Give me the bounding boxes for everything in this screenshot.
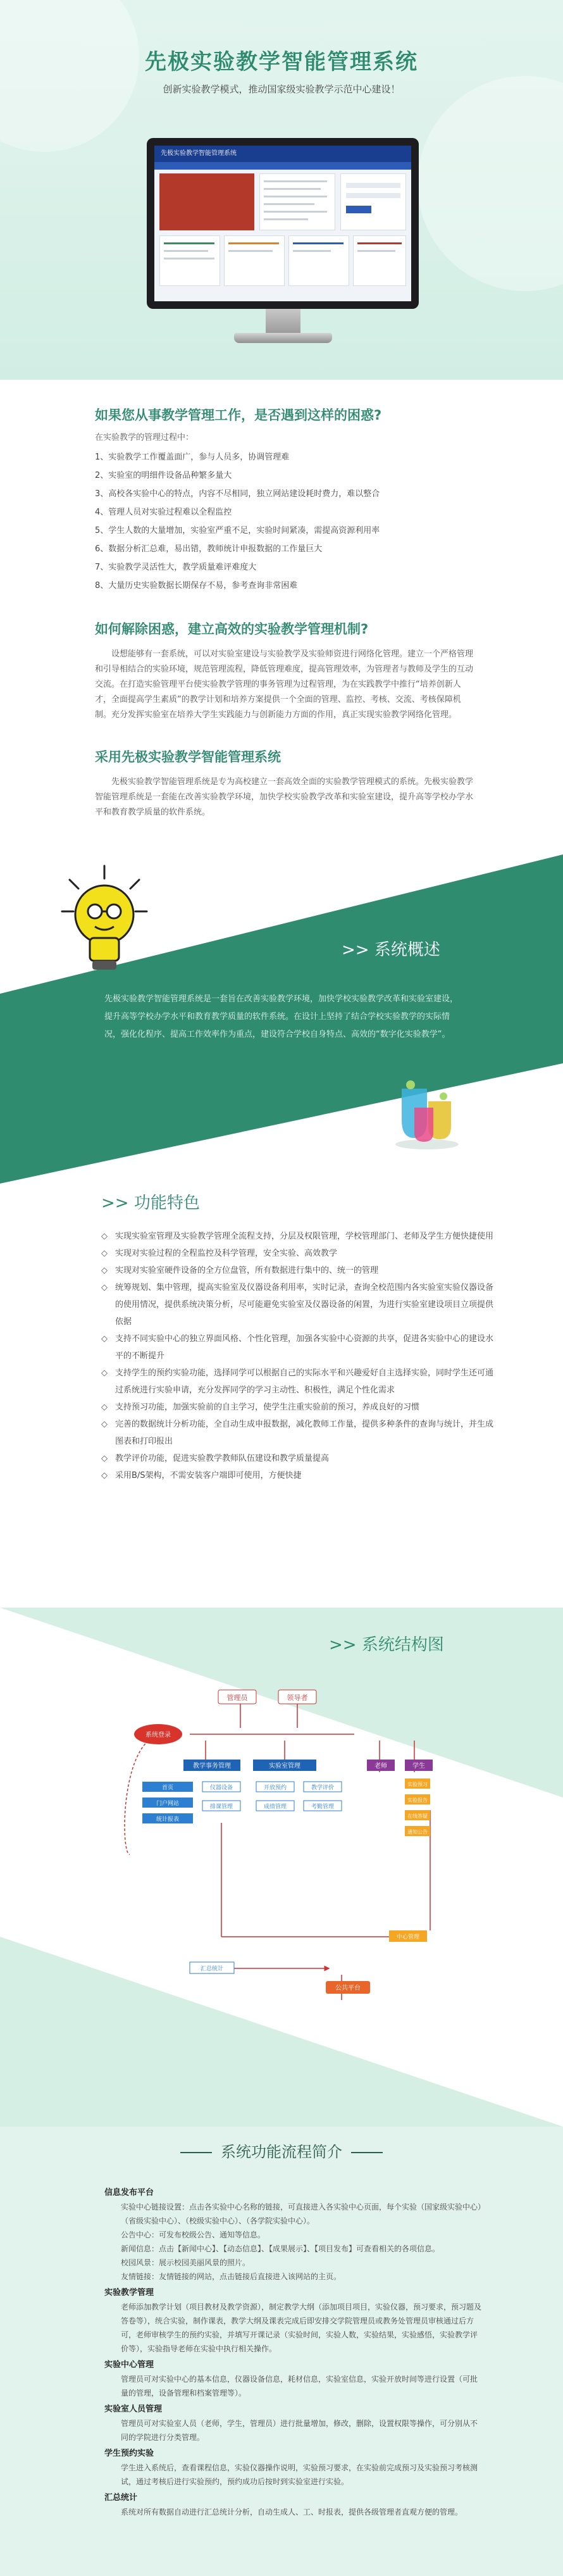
screen-tile <box>353 235 406 286</box>
flow-paragraph: 校园风景：展示校园美丽风景的照片。 <box>121 2258 251 2267</box>
list-item: ◇ 支持学生的预约实验功能，选择同学可以根据自己的实际水平和兴趣爱好自主选择实验，同时学生还可通过系统进行实验申请，充分发挥同学的学习主动性、积极性，满足个性化需求 <box>101 1365 493 1399</box>
flow-paragraph: 管理员可对实验中心的基本信息，仪器设备信息，耗材信息，实验室信息，实验开放时间等进行设置（可批量的管理，设备管理和档案管理等）。 <box>121 2375 478 2398</box>
teaching-mgmt-label: 教学事务管理 <box>193 1763 231 1770</box>
flow-paragraph: 系统对所有数据自动进行汇总统计分析，自动生成人、工、时报表，提供各级管理者直观方便的管理。 <box>121 2508 463 2517</box>
flow-paragraph: 管理员可对实验室人员（老师，学生，管理员）进行批量增加，修改，删除，设置权限等操作，可分别从不同的学院进行分类管理。 <box>121 2419 478 2442</box>
flow-paragraph: 公告中心：可发布校级公告、通知等信息。 <box>121 2230 266 2239</box>
teacher-label: 老师 <box>374 1763 387 1770</box>
structure-title: >> 系统结构图 <box>329 1635 444 1654</box>
problems-title: 如果您从事教学管理工作，是否遇到这样的困惑? <box>95 408 382 423</box>
solve-text: 设想能够有一套系统，可以对实验室建设与实验教学及实验师资进行网络化管理。建立一个严格管理和引导相结合的实验环境，规范管理流程，降低管理难度，提高管理效率，为管理者与教师及学生的互动交流。在打造实验管理平台使实验教学管理的事务管理为过程管理，为在实践教学中推行“培养创新人才，全面提高学生素质”的教学计划和培养方案提供一个全面的管理、监控、考核、交流、考核保障机制。充分发挥实验室在培养大学生实践能力与创新能力方面的作用，真正实现实验教学网络化管理。 <box>95 649 474 720</box>
flow-paragraph: 学生进入系统后，查看课程信息，实验仪器操作说明，实验预习要求，在实验前完成预习及实验预习考核测试，通过考核后进行实验预约，预约成功后按时到实验室进行实验。 <box>121 2463 478 2486</box>
structure-section <box>0 1608 563 2127</box>
overview-title: >> 系统概述 <box>342 941 440 960</box>
lightbulb-icon <box>57 861 152 981</box>
list-item: ◇ 支持预习功能，加强实验前的自主学习，使学生注重实验前的预习，养成良好的习惯 <box>101 1399 493 1416</box>
device-label: 仪器设备 <box>209 1785 233 1791</box>
problems-section <box>95 405 474 595</box>
student-label: 学生 <box>412 1763 425 1770</box>
list-item: 2、实验室的明细件设备品种繁多量大 <box>95 471 232 480</box>
hero-decor-circle <box>0 0 139 152</box>
list-item: ◇ 采用B/S架构，不需安装客户端即可使用，方便快捷 <box>101 1467 493 1484</box>
list-item: 1、实验教学工作覆盖面广，参与人员多，协调管理难 <box>95 453 290 462</box>
overview-text: 先极实验教学智能管理系统是一套旨在改善实验教学环境，加快学校实验教学改革和实验室建设，提升高等学校办学水平和教育教学质量的软件系统。在设计上坚持了结合学校实验教学的实际情况，强化化程序、提高工作效率作为重点，建设符合学校自身特点、高效的“数字化实验教学”。 <box>104 994 459 1039</box>
prepare-label: 实验预习 <box>407 1782 428 1787</box>
flow-heading: 实验教学管理 <box>104 2288 154 2298</box>
booking-label: 开放预约 <box>263 1785 287 1791</box>
screen-login-block <box>340 173 406 230</box>
notice-label: 通知公告 <box>407 1829 428 1835</box>
flow-title-row <box>0 2139 563 2161</box>
features-title: >> 功能特色 <box>101 1194 200 1213</box>
flow-section <box>0 2127 563 2576</box>
solve-title: 如何解除困惑，建立高效的实验教学管理机制? <box>95 622 369 637</box>
flow-heading: 学生预约实验 <box>104 2449 154 2458</box>
flow-body <box>104 2184 484 2519</box>
summary-label: 汇总统计 <box>200 1966 224 1972</box>
list-item: ◇ 实现实验室管理及实验教学管理全流程支持，分层及权限管理，学校管理部门、老师及学生方便快捷使用 <box>101 1228 493 1245</box>
monitor-stand <box>266 309 300 334</box>
admin-label: 管理员 <box>226 1694 248 1702</box>
list-item: 3、高校各实验中心的特点，内容不尽相同，独立网站建设耗时费力，难以整合 <box>95 489 380 499</box>
monitor-base <box>234 333 332 343</box>
overview-band <box>0 854 563 1184</box>
list-item: ◇ 支持不同实验中心的独立界面风格、个性化管理，加强各实验中心资源的共享，促进各实验中心的建设水平的不断提升 <box>101 1330 493 1365</box>
problems-list <box>95 448 474 595</box>
flow-paragraph: 老师添加教学计划（项目教材及教学资源），制定教学大纲（添加项目项目，实验仪器，预习要求，预习题及答卷等），统合实验，制作课表，教学大纲及课表完成后即安排交学院管理员或教务处管理员审核通过后方可，老师审核学生的预约实验，并填写开课记录（实验时间，实验人数，实验结果，实验感悟，实验教学评价等），实验指导老师在实验中执行相关操作。 <box>121 2303 482 2353</box>
screen-tile <box>288 235 349 286</box>
list-item: 4、管理人员对实验过程难以全程监控 <box>95 508 232 517</box>
flow-heading: 实验室人员管理 <box>104 2404 163 2414</box>
home-label: 首页 <box>161 1785 174 1791</box>
report-label: 统计报表 <box>156 1816 180 1823</box>
flow-heading: 实验中心管理 <box>104 2360 154 2370</box>
screen-tile <box>224 235 285 286</box>
screen-news-block <box>259 173 335 230</box>
monitor-illustration <box>147 138 419 309</box>
flow-heading: 信息发布平台 <box>104 2188 154 2198</box>
screen-tile <box>159 235 220 286</box>
hero-banner <box>0 0 563 380</box>
flow-title: 系统功能流程简介 <box>221 2143 342 2161</box>
flow-paragraph: 友情链接：友情链接的网站，点击链接后直接进入该网站的主页。 <box>121 2272 342 2281</box>
flow-paragraph: 新闻信息：点击【新闻中心】、【动态信息】、【成果展示】、【项目发布】可查看相关的各项信息。 <box>121 2244 440 2253</box>
problems-intro: 在实验教学的管理过程中： <box>95 433 194 442</box>
report2-label: 实验报告 <box>407 1798 428 1803</box>
portal-label: 门户网站 <box>156 1801 180 1807</box>
center-mgmt-label: 中心管理 <box>396 1934 420 1941</box>
screen-banner-image <box>159 173 254 230</box>
flow-heading: 汇总统计 <box>104 2493 138 2503</box>
adopt-title: 采用先极实验教学智能管理系统 <box>95 749 281 765</box>
list-item: ◇ 统筹规划、集中管理，提高实验室及仪器设备利用率，实时记录，查询全校范围内各实验室实验仪器设备的使用情况，提供系统决策分析，尽可能避免实验室及仪器设备的闲置，为进行实验室建设项目立项提供依据 <box>101 1279 493 1330</box>
list-item: 7、实验教学灵活性大，教学质量难评难度大 <box>95 563 257 572</box>
lab-mgmt-label: 实验室管理 <box>269 1763 300 1770</box>
leader-label: 领导者 <box>287 1694 308 1702</box>
eval-label: 教学评价 <box>311 1785 335 1791</box>
hero-decor-circle <box>418 76 563 291</box>
screen-title-bar: 先极实验教学智能管理系统 <box>154 146 411 162</box>
monitor-screen <box>154 146 411 301</box>
list-item: 5、学生人数的大量增加，实验室严重不足，实验时间紧凑，需提高资源利用率 <box>95 526 380 535</box>
online-label: 在线答疑 <box>407 1813 428 1819</box>
list-item: 6、数据分析汇总难，易出错，教师统计申报数据的工作量巨大 <box>95 544 323 554</box>
title-dash <box>351 2152 383 2153</box>
login-label: 系统登录 <box>145 1732 171 1739</box>
check-label: 考勤管理 <box>311 1804 335 1810</box>
public-platform-label: 公共平台 <box>335 1985 361 1992</box>
title-dash <box>180 2152 212 2153</box>
screen-nav-bar <box>154 162 411 170</box>
list-item: ◇ 完善的数据统计分析功能，全自动生成申报数据，减化教师工作量，提供多种条件的查询与统计，并生成图表和打印报出 <box>101 1416 493 1450</box>
adopt-section <box>95 747 474 820</box>
list-item: ◇ 实现对实验室硬件设备的全方位盘管，所有数据进行集中的、统一的管理 <box>101 1262 493 1279</box>
structure-diagram <box>0 1665 563 2108</box>
flask-icon <box>389 1076 465 1152</box>
list-item: ◇ 实现对实验过程的全程监控及科学管理，安全实验、高效教学 <box>101 1245 493 1262</box>
schedule-label: 排课管理 <box>209 1804 233 1810</box>
hero-title: 先极实验教学智能管理系统 <box>145 49 418 75</box>
features-list <box>101 1228 493 1484</box>
solve-section <box>95 619 474 723</box>
list-item: ◇ 教学评价功能，促进实验教学教师队伍建设和教学质量提高 <box>101 1450 493 1467</box>
flow-paragraph: 实验中心链接设置：点击各实验中心名称的链接，可直接进入各实验中心页面，每个实验（国家级实验中心）（省级实验中心）、（校级实验中心）、（各学院实验中心）。 <box>121 2203 482 2225</box>
adopt-text: 先极实验教学智能管理系统是专为高校建立一套高效全面的实验教学管理模式的系统。先极实验教学智能管理系统是一套能在改善实验教学环境，加快学校实验教学改革和实验室建设，提升高等学校办学水平和教育教学质量的软件系统。 <box>95 777 474 817</box>
list-item: 8、大量历史实验数据长期保存不易，参考查询非常困难 <box>95 581 298 591</box>
hero-subtitle: 创新实验教学模式，推动国家级实验教学示范中心建设！ <box>163 84 400 95</box>
score-label: 成绩管理 <box>263 1804 287 1810</box>
